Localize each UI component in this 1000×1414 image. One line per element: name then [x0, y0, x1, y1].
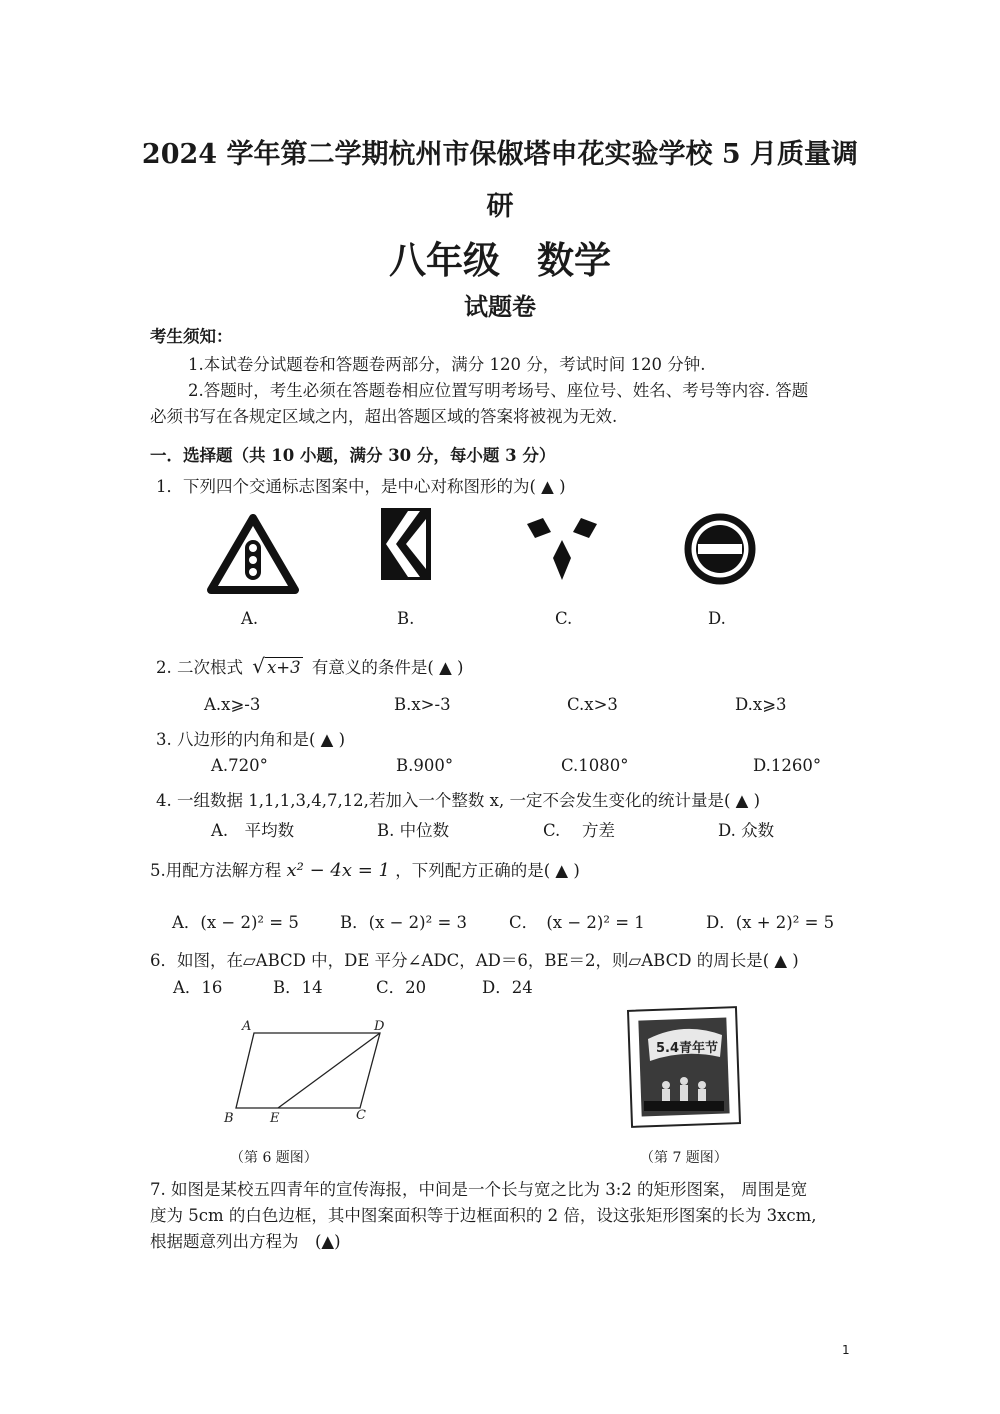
warning-traffic-light-sign-icon: [207, 514, 299, 594]
question-7-stem-line3: 根据题意列出方程为 (▲): [150, 1232, 341, 1251]
vertex-label-a: A: [242, 1019, 252, 1034]
vertex-label-e: E: [270, 1111, 280, 1126]
question-1-option-c: C.: [555, 609, 573, 628]
question-5-option-b: B．(x − 2)² = 3: [340, 913, 468, 932]
section-heading: 一．选择题（共 10 小题，满分 30 分，每小题 3 分）: [150, 446, 556, 465]
notice-item-1: 1.本试卷分试题卷和答题卷两部分，满分 120 分，考试时间 120 分钟.: [188, 355, 706, 374]
question-1-option-a: A.: [241, 609, 259, 628]
question-7-stem-line1: 7. 如图是某校五四青年的宣传海报，中间是一个长与宽之比为 3:2 的矩形图案， 周围是宽: [150, 1180, 808, 1199]
exam-title-line2: 研: [486, 191, 514, 222]
page-number: 1: [842, 1343, 850, 1357]
youth-day-poster-figure: [626, 1005, 742, 1129]
question-5-option-d: D．(x + 2)² = 5: [706, 913, 835, 932]
notice-heading: 考生须知：: [150, 327, 233, 346]
question-6-option-d: D．24: [482, 978, 533, 997]
question-5-stem: [150, 857, 580, 881]
question-2-option-b: B.x>-3: [394, 695, 451, 714]
chevron-left-sign-icon: [380, 507, 432, 581]
question-2-option-a: A.x⩾-3: [204, 695, 261, 714]
question-6-option-c: C．20: [376, 978, 427, 997]
question-5-stem-suffix: ，下列配方正确的是( ▲ ): [395, 861, 580, 880]
question-4-stem: 4. 一组数据 1,1,1,3,4,7,12,若加入一个整数 x, 一定不会发生变化的统计量是( ▲ ): [156, 791, 761, 810]
subject-title: 八年级 数学: [389, 238, 611, 282]
vertex-label-b: B: [224, 1111, 234, 1126]
question-4-option-d: D. 众数: [718, 821, 775, 840]
poster-text: 5.4青年节: [656, 1041, 719, 1056]
no-entry-sign-icon: [684, 513, 756, 585]
question-4-option-c: C. 方差: [543, 821, 616, 840]
radicand: x+3: [267, 658, 301, 677]
question-5-equation: x² − 4x = 1: [286, 860, 390, 881]
question-2-option-c: C.x>3: [567, 695, 618, 714]
vertex-label-c: C: [356, 1108, 366, 1123]
question-7-stem-line2: 度为 5cm 的白色边框，其中图案面积等于边框面积的 2 倍，设这张矩形图案的长为 3xcm,: [150, 1206, 817, 1225]
question-6-stem: 6．如图，在▱ABCD 中，DE 平分∠ADC，AD＝6，BE＝2，则▱ABCD 的周长是( ▲ ): [150, 951, 799, 970]
question-3-option-d: D.1260°: [753, 756, 822, 775]
question-3-option-a: A.720°: [211, 756, 268, 775]
question-3-option-b: B.900°: [396, 756, 454, 775]
radical-sign-icon: √: [252, 654, 265, 678]
booklet-title: 试题卷: [464, 292, 536, 321]
question-5-option-a: A．(x − 2)² = 5: [172, 913, 299, 932]
question-4-option-a: A. 平均数: [211, 821, 295, 840]
question-6-option-a: A．16: [173, 978, 223, 997]
question-2-stem-prefix: 2. 二次根式: [156, 658, 243, 677]
notice-item-2-line1: 2.答题时，考生必须在答题卷相应位置写明考场号、座位号、姓名、考号等内容. 答题: [188, 381, 809, 400]
square-root-expression: [252, 654, 302, 678]
question-4-option-b: B. 中位数: [377, 821, 450, 840]
question-2-stem-suffix: 有意义的条件是( ▲ ): [311, 658, 464, 677]
figure-7-caption: （第 7 题图）: [640, 1150, 728, 1166]
vertex-label-d: D: [374, 1019, 385, 1034]
parallelogram-figure: [220, 1015, 400, 1130]
exam-title-line1: 2024 学年第二学期杭州市保俶塔申花实验学校 5 月质量调: [141, 139, 859, 170]
figure-6-caption: （第 6 题图）: [230, 1150, 318, 1166]
question-5-option-c: C． (x − 2)² = 1: [509, 913, 645, 932]
question-1-option-d: D.: [708, 609, 726, 628]
question-5-stem-prefix: 5.用配方法解方程: [150, 861, 282, 880]
three-diamond-sign-icon: [527, 518, 597, 580]
notice-item-2-line2: 必须书写在各规定区域之内，超出答题区域的答案将被视为无效.: [150, 407, 618, 426]
question-2-option-d: D.x⩾3: [735, 695, 787, 714]
question-1-stem: 1．下列四个交通标志图案中，是中心对称图形的为( ▲ ): [156, 477, 566, 496]
question-6-option-b: B．14: [273, 978, 323, 997]
question-3-option-c: C.1080°: [561, 756, 629, 775]
question-2-stem: [156, 654, 463, 678]
question-1-option-b: B.: [397, 609, 415, 628]
question-3-stem: 3. 八边形的内角和是( ▲ ): [156, 730, 346, 749]
